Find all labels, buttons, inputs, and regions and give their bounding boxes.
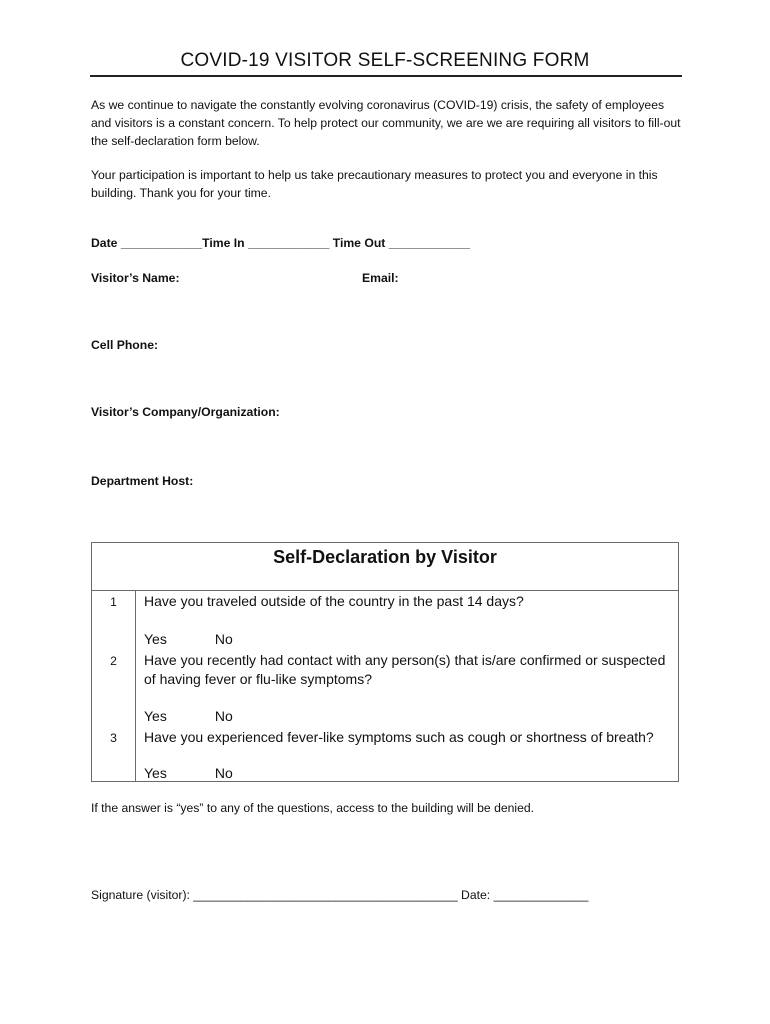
no-option[interactable]: No [214, 708, 233, 724]
intro-paragraph: As we continue to navigate the constantly evolving coronavirus (COVID-19) crisis, the safety of employees and visitors is a constant concern. To help protect our community, we are we are requiring all visitors to fill-out the self-declaration form below. [91, 98, 681, 148]
time-in-label: Time In [202, 236, 245, 250]
time-in-field[interactable]: ____________ [248, 236, 330, 250]
question-number: 3 [92, 727, 136, 782]
date-label: Date [91, 236, 118, 250]
page-title: COVID-19 VISITOR SELF-SCREENING FORM [180, 50, 590, 71]
declaration-heading: Self-Declaration by Visitor [92, 543, 678, 591]
answer-options [144, 765, 233, 781]
date-field[interactable]: ____________ [120, 236, 203, 250]
question-row [92, 650, 678, 727]
time-out-field[interactable]: ____________ [388, 236, 471, 250]
participation-paragraph: Your participation is important to help us take precautionary measures to protect you and everyone in this building. Thank you for your time. [91, 168, 658, 200]
question-text: Have you traveled outside of the country in the past 14 days? [144, 593, 524, 609]
date-time-row [91, 236, 470, 250]
title-divider [90, 75, 682, 77]
question-number: 2 [92, 650, 136, 727]
answer-options [144, 631, 233, 647]
signature-label: Signature (visitor): [91, 888, 190, 902]
yes-option[interactable]: Yes [144, 765, 167, 781]
no-option[interactable]: No [214, 631, 233, 647]
self-declaration-table [91, 542, 679, 782]
question-text: Have you experienced fever-like symptoms such as cough or shortness of breath? [144, 729, 654, 745]
time-out-label: Time Out [332, 236, 386, 250]
department-host-label: Department Host: [91, 474, 194, 488]
signature-date-field[interactable]: ______________ [493, 888, 589, 902]
signature-row [91, 888, 588, 902]
cell-phone-label: Cell Phone: [91, 338, 159, 352]
question-row [92, 727, 678, 782]
signature-date-label: Date: [461, 888, 491, 902]
yes-option[interactable]: Yes [144, 631, 167, 647]
yes-option[interactable]: Yes [144, 708, 167, 724]
company-label: Visitor’s Company/Organization: [91, 405, 280, 419]
answer-options [144, 708, 233, 724]
question-number: 1 [92, 591, 136, 650]
visitor-name-label: Visitor’s Name: [91, 271, 180, 285]
email-label: Email: [362, 271, 399, 285]
no-option[interactable]: No [214, 765, 233, 781]
question-row [92, 591, 678, 650]
signature-field[interactable]: _______________________________________ [193, 888, 458, 902]
question-text: Have you recently had contact with any person(s) that is/are confirmed or suspected of having fever or flu-like symptoms? [144, 652, 666, 687]
denial-note: If the answer is “yes” to any of the questions, access to the building will be denied. [91, 801, 535, 815]
